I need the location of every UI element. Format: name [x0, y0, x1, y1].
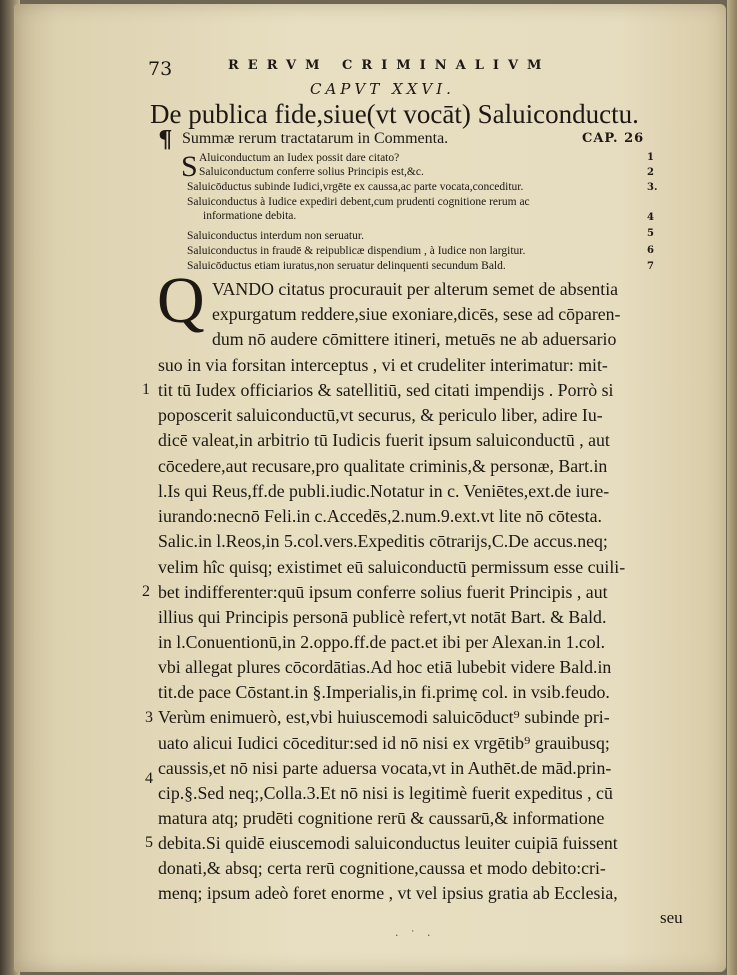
summary-item: Saluicōductus subinde Iudici,vrgēte ex caussa,ac parte vocata,conceditur. — [187, 181, 524, 193]
body-line: donati,& absq; certa rerū cognitione,caussa et modo debito:cri- — [158, 858, 606, 878]
body-line: caussis,et nō nisi parte aduersa vocata,vt in Authēt.de mād.prin- — [158, 758, 612, 778]
running-head: RERVM CRIMINALIVM — [228, 58, 551, 73]
body-line: expurgatum reddere,siue exoniare,dicēs, sese ad cōparen- — [212, 304, 621, 324]
margin-number: 5 — [145, 834, 153, 851]
body-line: vbi allegat plures cōcordātias.Ad hoc etiā lubebit videre Bald.in — [158, 657, 612, 677]
body-line: cōcedere,aut recusare,pro qualitate criminis,& personæ, Bart.in — [158, 456, 608, 476]
summary-item: Saluiconductum conferre solius Principis est,&c. — [199, 166, 424, 178]
body-line: debita.Si quidē eiuscemodi saluiconductus leuiter cuipiā fuissent — [158, 833, 618, 853]
margin-number: 3 — [145, 709, 153, 726]
body-line: Salic.in l.Reos,in 5.col.vers.Expeditis cōtrarijs,C.De accus.neq; — [158, 531, 608, 551]
body-line: in l.Conuentionū,in 2.oppo.ff.de pact.et ibi per Alexan.in 1.col. — [158, 632, 606, 652]
body-line: tit tū Iudex officiarios & satellitiū, sed citati impendijs . Porrò si — [158, 380, 614, 400]
body-line: VANDO citatus procurauit per alterum semet de absentia — [212, 279, 619, 299]
catchword: seu — [660, 908, 683, 927]
body-line: iurando:necnō Feli.in c.Accedēs,2.num.9.ext.vt lite nō cōtesta. — [158, 506, 602, 526]
body-line: tit.de pace Cōstant.in §.Imperialis,in fi.primę col. in vsib.feudo. — [158, 682, 610, 702]
chapter-title: De publica fide,siue(vt vocāt) Saluiconductu. — [150, 99, 639, 129]
chapter-number: CAPVT XXVI. — [310, 80, 455, 98]
body-line: dum nō audere cōmittere itineri, metuēs ne ab aduersario — [212, 329, 617, 349]
summary-item: Saluicōductus etiam iuratus,non seruatur delinquenti secundum Bald. — [187, 260, 506, 272]
body-initial: Q — [157, 264, 205, 337]
summary-item: Saluiconductus interdum non seruatur. — [187, 230, 364, 242]
summary-item-number: 7 — [647, 261, 654, 272]
paragraph-mark-icon: ¶ — [158, 126, 173, 153]
body-line: suo in via forsitan interceptus , vi et crudeliter interimatur: mit- — [158, 355, 608, 375]
summary-cap: CAP. 26 — [582, 131, 645, 146]
page-ornament: · ˙ · — [395, 929, 435, 942]
body-line: l.Is qui Reus,ff.de publi.iudic.Notatur in c. Veniētes,ext.de iure- — [158, 481, 610, 501]
folio-number: 73 — [148, 58, 173, 80]
body-line: Verùm enimuerò, est,vbi huiuscemodi saluicōduct⁹ subinde pri- — [158, 707, 610, 727]
margin-number: 1 — [142, 381, 150, 398]
summary-item-number: 6 — [647, 245, 654, 256]
summary-item-number: 5 — [647, 228, 654, 239]
summary-item-number: 4 — [647, 212, 654, 223]
body-line: menq; ipsum adeò foret enorme , vt vel ipsius gratia ab Ecclesia, — [158, 883, 618, 903]
body-line: bet indifferenter:quū ipsum conferre solius fuerit Principis , aut — [158, 582, 608, 602]
body-line: dicē valeat,in arbitrio tū Iudicis fuerit ipsum saluiconductū , aut — [158, 430, 610, 450]
body-line: poposcerit saluiconductū,vt securus, & periculo liber, adire Iu- — [158, 405, 603, 425]
body-line: cip.§.Sed neq;,Colla.3.Et nō nisi is legitimè fuerit expeditus , cū — [158, 783, 613, 803]
summary-item: informatione debita. — [203, 210, 297, 222]
margin-number: 4 — [145, 770, 153, 787]
body-line: uato alicui Iudici cōceditur:sed id nō nisi ex vrgētib⁹ grauibusq; — [158, 733, 610, 753]
summary-item: Saluiconductus à Iudice expediri debent,cum prudenti cognitione rerum ac — [187, 196, 530, 208]
margin-number: 2 — [142, 583, 150, 600]
summary-item-number: 2 — [647, 167, 654, 178]
body-line: velim hîc quisq; existimet eū saluiconductū permissum esse cuili- — [158, 557, 626, 577]
summary-item: Saluiconductus in fraudē & reipublicæ dispendium , à Iudice non largitur. — [187, 245, 526, 257]
summary-initial: S — [181, 150, 198, 183]
summary-item-number: 1 — [647, 152, 654, 163]
page-edge — [727, 0, 737, 975]
body-line: illius qui Principis personā publicè refert,vt notāt Bart. & Bald. — [158, 607, 607, 627]
summary-item-number: 3. — [647, 182, 658, 193]
summary-heading: Summæ rerum tractatarum in Commenta. — [182, 130, 449, 147]
summary-item: Aluiconductum an Iudex possit dare citato? — [199, 152, 400, 164]
body-line: matura atq; prudēti cognitione rerū & caussarū,& informatione — [158, 808, 605, 828]
